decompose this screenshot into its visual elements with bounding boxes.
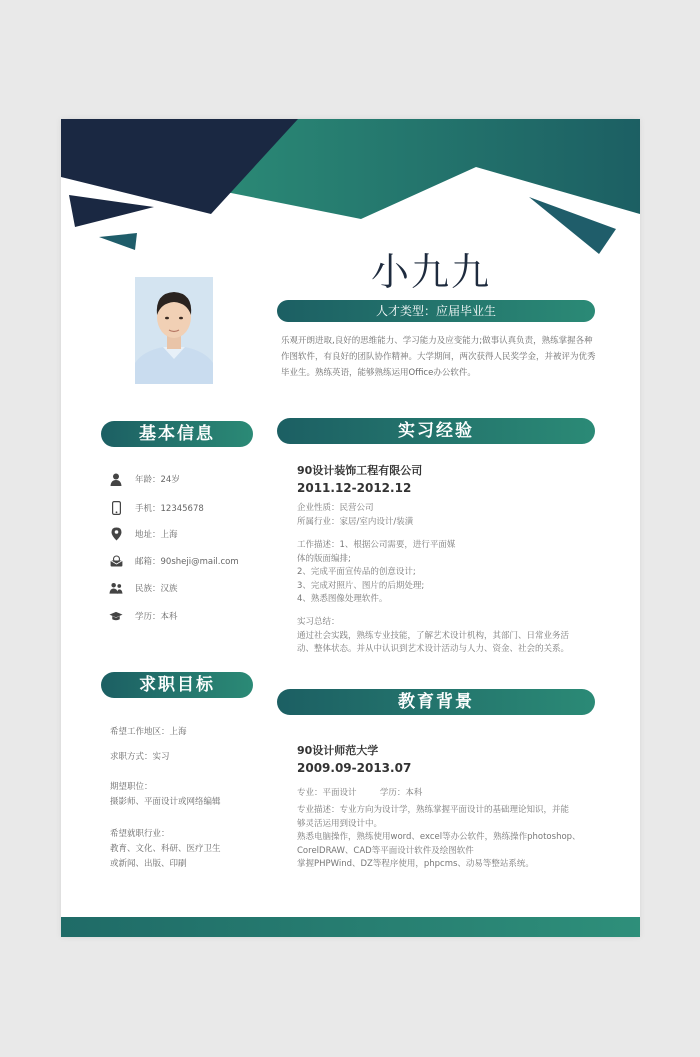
education-major-row (297, 787, 597, 801)
info-row-ethnicity: 民族：汉族 (109, 580, 178, 596)
goal-location: 希望工作地区：上海 (110, 727, 187, 737)
internship-description (297, 539, 597, 607)
edu-desc-line: CorelDRAW、CAD等平面设计软件及绘图软件 (297, 845, 474, 856)
goal-position (110, 780, 260, 810)
education-date: 2009.09-2013.07 (297, 761, 412, 775)
education-degree: 学历：本科 (379, 788, 423, 798)
goal-industry-line: 教育、文化、科研、医疗卫生 (110, 844, 221, 854)
person-icon (109, 472, 123, 486)
desc-line: 体的版面编排; (297, 553, 351, 564)
phone-icon (109, 501, 123, 515)
location-icon (109, 527, 123, 541)
internship-summary (297, 616, 597, 657)
self-introduction: 乐观开朗进取,良好的思维能力、学习能力及应变能力;做事认真负责，熟练掌握各种作图软件，有良好的团队协作精神。大学期间，两次获得人民奖学金，并被评为优秀毕业生。熟练英语，能够熟练运用Office办公软件。 (281, 336, 596, 378)
education-description (297, 804, 597, 872)
summary-line: 通过社会实践，熟练专业技能，了解艺术设计机构，其部门、日常业务活 (297, 630, 570, 641)
desc-line: 3、完成对照片、图片的后期处理; (297, 580, 425, 591)
internship-meta (297, 502, 597, 529)
info-row-email: 邮箱：90sheji@mail.com (109, 553, 239, 569)
internship-company: 90设计装饰工程有限公司 (297, 464, 423, 477)
goal-position-value: 摄影师、平面设计或网络编辑 (110, 797, 221, 807)
header-decoration (61, 119, 640, 259)
goal-method: 求职方式：实习 (110, 752, 170, 762)
goal-position-label: 期望职位： (110, 782, 153, 792)
education-major: 专业：平面设计 (297, 788, 357, 798)
profile-photo (135, 277, 213, 384)
summary-line: 实习总结： (297, 617, 340, 627)
portrait-image (135, 277, 213, 384)
goal-industry (110, 827, 260, 872)
candidate-name: 小九九 (371, 250, 492, 294)
section-title-job-goal: 求职目标 (101, 672, 253, 698)
desc-line: 2、完成平面宣传品的创意设计; (297, 567, 416, 577)
talent-type-badge: 人才类型：应届毕业生 (277, 300, 595, 322)
company-industry: 所属行业：家居/室内设计/装潢 (297, 516, 414, 527)
company-nature: 企业性质：民营公司 (297, 503, 374, 513)
edu-desc-line: 掌握PHPWind、DZ等程序使用，phpcms、动易等整站系统。 (297, 859, 534, 869)
edu-desc-line: 熟悉电脑操作，熟练使用word、excel等办公软件，熟练操作photoshop、 (297, 832, 581, 842)
mail-icon (109, 554, 123, 568)
section-title-education: 教育背景 (277, 689, 595, 715)
info-row-address: 地址：上海 (109, 526, 178, 542)
education-school: 90设计师范大学 (297, 744, 379, 757)
desc-line: 4、熟悉图像处理软件。 (297, 594, 388, 604)
goal-industry-line: 或新闻、出版、印刷 (110, 859, 187, 869)
info-row-phone: 手机：12345678 (109, 500, 204, 516)
resume-page (61, 119, 640, 937)
graduation-cap-icon (109, 609, 123, 623)
info-row-education: 学历：本科 (109, 608, 178, 624)
footer-bar (61, 917, 640, 937)
edu-desc-line: 专业描述：专业方向为设计学，熟练掌握平面设计的基础理论知识，并能 (297, 805, 570, 815)
edu-desc-line: 够灵活运用到设计中。 (297, 818, 383, 829)
goal-industry-label: 希望就职行业： (110, 829, 170, 839)
desc-line: 工作描述：1、根据公司需要，进行平面媒 (297, 540, 456, 550)
summary-line: 动、整体状态。并从中认识到艺术设计活动与人力、资金、社会的关系。 (297, 644, 570, 654)
internship-date: 2011.12-2012.12 (297, 481, 412, 495)
people-icon (109, 581, 123, 595)
section-title-internship: 实习经验 (277, 418, 595, 444)
info-row-age: 年龄：24岁 (109, 471, 180, 487)
section-title-basic-info: 基本信息 (101, 421, 253, 447)
